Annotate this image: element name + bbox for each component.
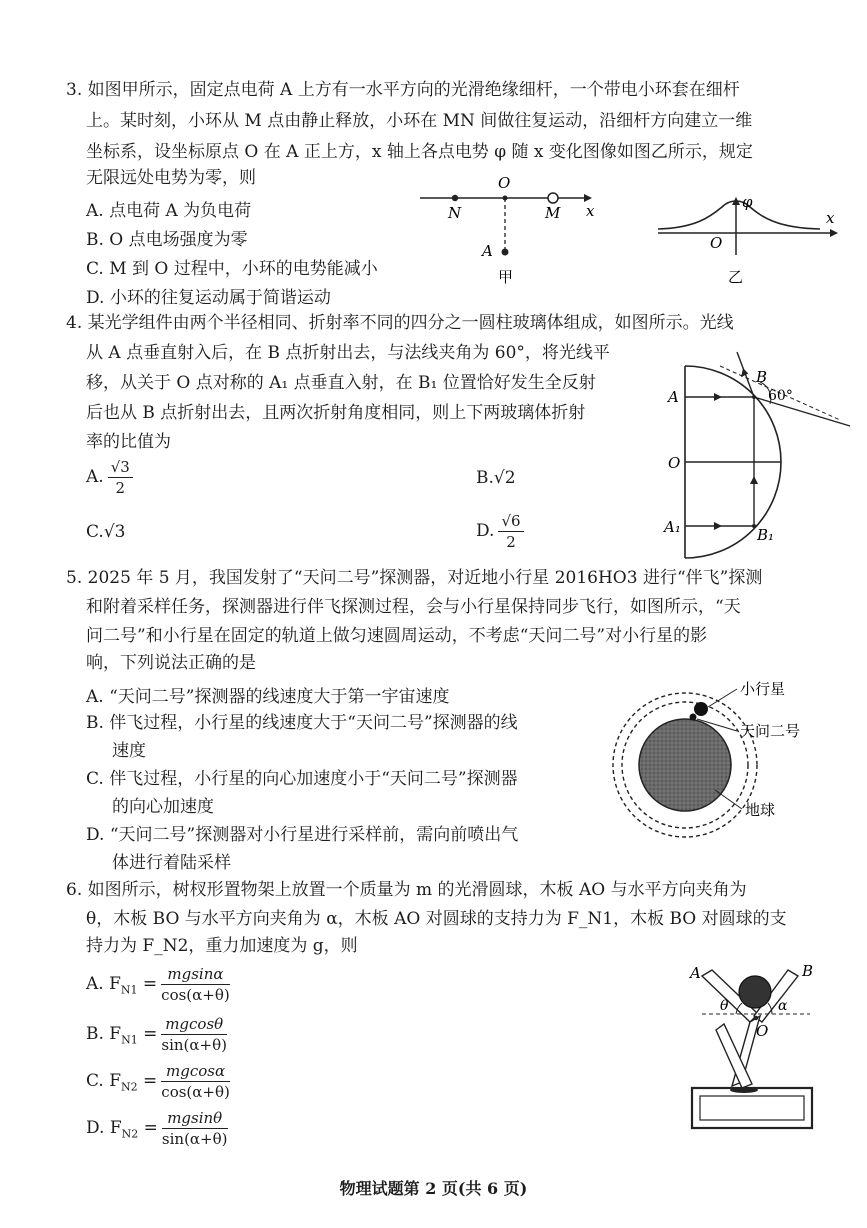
subscript: N2	[121, 1080, 138, 1094]
label-o: O	[710, 234, 723, 252]
label-a1: A₁	[664, 518, 681, 536]
caption-yi: 乙	[728, 268, 744, 286]
denominator: 2	[506, 533, 516, 551]
point-n	[452, 195, 458, 201]
label-probe: 天问二号	[740, 722, 801, 740]
label-b: B	[756, 368, 768, 386]
numerator: √6	[498, 512, 523, 532]
q5-figure	[585, 672, 860, 847]
option-letter: C. F	[86, 1071, 122, 1091]
q6-option-d: D. $F_{N2}$ = $\frac{mgsin\theta}{\sin(\alpha+\theta)}$	[86, 1109, 228, 1148]
denominator: sin(α+θ)	[161, 1036, 227, 1054]
q4-line-4: 后也从 B 点折射出去，且两次折射角度相同，则上下两玻璃体折射	[86, 403, 586, 423]
option-value: √3	[103, 522, 126, 542]
asteroid	[694, 702, 708, 716]
probe	[690, 714, 697, 721]
label-x: x	[826, 209, 835, 227]
denominator: cos(α+θ)	[161, 986, 230, 1004]
label-n: N	[448, 204, 462, 222]
q3-line-2: 上。某时刻，小环从 M 点由静止释放，小环在 MN 间做往复运动，沿细杆方向建立一维	[86, 111, 753, 131]
q5-option-d-cont: 体进行着陆采样	[112, 853, 231, 873]
option-value: √2	[493, 468, 516, 488]
label-a: A	[690, 964, 701, 982]
caption-jia: 甲	[498, 268, 514, 286]
label-a: A	[668, 388, 679, 406]
q5-line-1: 5. 2025 年 5 月，我国发射了“天问二号”探测器，对近地小行星 2016HO3 进行“伴飞”探测	[66, 568, 763, 588]
charge-a	[502, 249, 509, 256]
q6-line-2: θ，木板 BO 与水平方向夹角为 α，木板 AO 对圆球的支持力为 F_N1，木板 BO 对圆球的支	[86, 909, 787, 929]
q6-figure	[680, 960, 840, 1135]
fraction	[161, 1062, 230, 1101]
label-o: O	[668, 454, 681, 472]
label-b1: B₁	[757, 526, 775, 544]
fraction	[161, 965, 230, 1004]
potential-curve	[658, 201, 820, 229]
option-letter: D.	[476, 521, 495, 541]
label-theta: θ	[720, 998, 729, 1014]
label-a: A	[482, 242, 493, 260]
q3-line-4: 无限远处电势为零，则	[86, 168, 256, 188]
option-letter: B.	[476, 468, 494, 488]
denominator: cos(α+θ)	[161, 1083, 230, 1101]
subscript: N1	[120, 983, 138, 997]
option-letter: C.	[86, 522, 104, 542]
q5-option-c-cont: 的向心加速度	[112, 797, 214, 817]
q4-option-b	[476, 468, 516, 488]
q6-option-a: A. $F_{N1}$ = $\frac{mgsin\alpha}{\cos(\alpha+\theta)}$	[86, 965, 230, 1004]
q4-line-2: 从 A 点垂直射入后，在 B 点折射出去，与法线夹角为 60°，将光线平	[86, 343, 610, 363]
q5-option-d: D. “天问二号”探测器对小行星进行采样前，需向前喷出气	[86, 825, 519, 845]
q3-option-b: B. O 点电场强度为零	[86, 230, 248, 250]
q5-option-a: A. “天问二号”探测器的线速度大于第一宇宙速度	[86, 687, 450, 707]
label-angle: 60°	[768, 388, 793, 404]
q3-line-3: 坐标系，设坐标原点 O 在 A 正上方，x 轴上各点电势 φ 随 x 变化图像如图乙所示，规定	[86, 142, 753, 162]
option-letter: B. F	[86, 1024, 122, 1044]
q5-option-b: B. 伴飞过程，小行星的线速度大于“天问二号”探测器的线	[86, 713, 518, 733]
q5-option-b-cont: 速度	[112, 741, 146, 761]
option-letter: D. F	[86, 1118, 122, 1138]
q5-line-3: 问二号”和小行星在固定的轨道上做匀速圆周运动，不考虑“天问二号”对小行星的影	[86, 626, 708, 646]
fraction	[161, 1015, 227, 1054]
page-footer: 物理试题第 2 页(共 6 页)	[339, 1179, 528, 1198]
earth	[639, 719, 731, 811]
q6-line-1: 6. 如图所示，树杈形置物架上放置一个质量为 m 的光滑圆球，木板 AO 与水平方向夹角为	[66, 880, 747, 900]
q4-line-1: 4. 某光学组件由两个半径相同、折射率不同的四分之一圆柱玻璃体组成，如图所示。光线	[66, 313, 734, 333]
label-asteroid: 小行星	[740, 680, 786, 698]
numerator: √3	[108, 458, 133, 478]
numerator: mgcosα	[161, 1062, 230, 1082]
option-letter: A. F	[86, 974, 121, 994]
subscript: N2	[121, 1127, 139, 1141]
numerator: mgcosθ	[161, 1015, 227, 1035]
q3-figure-yi	[650, 195, 850, 287]
q3-option-c: C. M 到 O 过程中，小环的电势能减小	[86, 259, 378, 279]
denominator: sin(α+θ)	[161, 1130, 228, 1148]
label-phi: φ	[742, 195, 753, 211]
fraction	[162, 1109, 228, 1148]
option-letter: A.	[86, 467, 104, 487]
label-m: M	[545, 204, 561, 222]
numerator: mgsinα	[161, 965, 230, 985]
q5-line-2: 和附着采样任务，探测器进行伴飞探测过程，会与小行星保持同步飞行，如图所示，“天	[86, 597, 741, 617]
label-o: O	[498, 174, 511, 192]
ring-m	[548, 193, 558, 203]
fraction	[498, 512, 523, 551]
label-b: B	[802, 962, 814, 980]
numerator: mgsinθ	[162, 1109, 228, 1129]
fraction	[108, 458, 133, 497]
q4-figure	[660, 348, 855, 563]
q5-line-4: 响，下列说法正确的是	[86, 653, 256, 673]
q3-option-d: D. 小环的往复运动属于简谐运动	[86, 288, 331, 308]
subscript: N1	[121, 1033, 138, 1047]
q6-line-3: 持力为 F_N2，重力加速度为 g，则	[86, 936, 358, 956]
label-x: x	[586, 202, 595, 220]
q4-line-3: 移，从关于 O 点对称的 A₁ 点垂直入射，在 B₁ 位置恰好发生全反射	[86, 373, 596, 393]
q4-option-c	[86, 522, 125, 542]
q3-figure-jia	[410, 170, 610, 290]
q4-option-a	[86, 458, 133, 497]
denominator: 2	[115, 479, 126, 497]
q6-option-b: B. $F_{N1}$ = $\frac{mgcos\theta}{\sin(\alpha+\theta)}$	[86, 1015, 227, 1054]
q3-option-a: A. 点电荷 A 为负电荷	[86, 201, 252, 221]
q3-line-1: 3. 如图甲所示，固定点电荷 A 上方有一水平方向的光滑绝缘细杆，一个带电小环套在细杆	[66, 80, 740, 100]
ball	[739, 976, 771, 1008]
label-earth: 地球	[745, 801, 776, 819]
q4-option-d	[476, 512, 524, 551]
q4-line-5: 率的比值为	[86, 432, 171, 452]
label-alpha: α	[778, 998, 788, 1014]
q6-option-c: C. $F_{N2}$ = $\frac{mgcos\alpha}{\cos(\alpha+\theta)}$	[86, 1062, 230, 1101]
q5-option-c: C. 伴飞过程，小行星的向心加速度小于“天问二号”探测器	[86, 769, 518, 789]
label-o: O	[756, 1022, 769, 1040]
